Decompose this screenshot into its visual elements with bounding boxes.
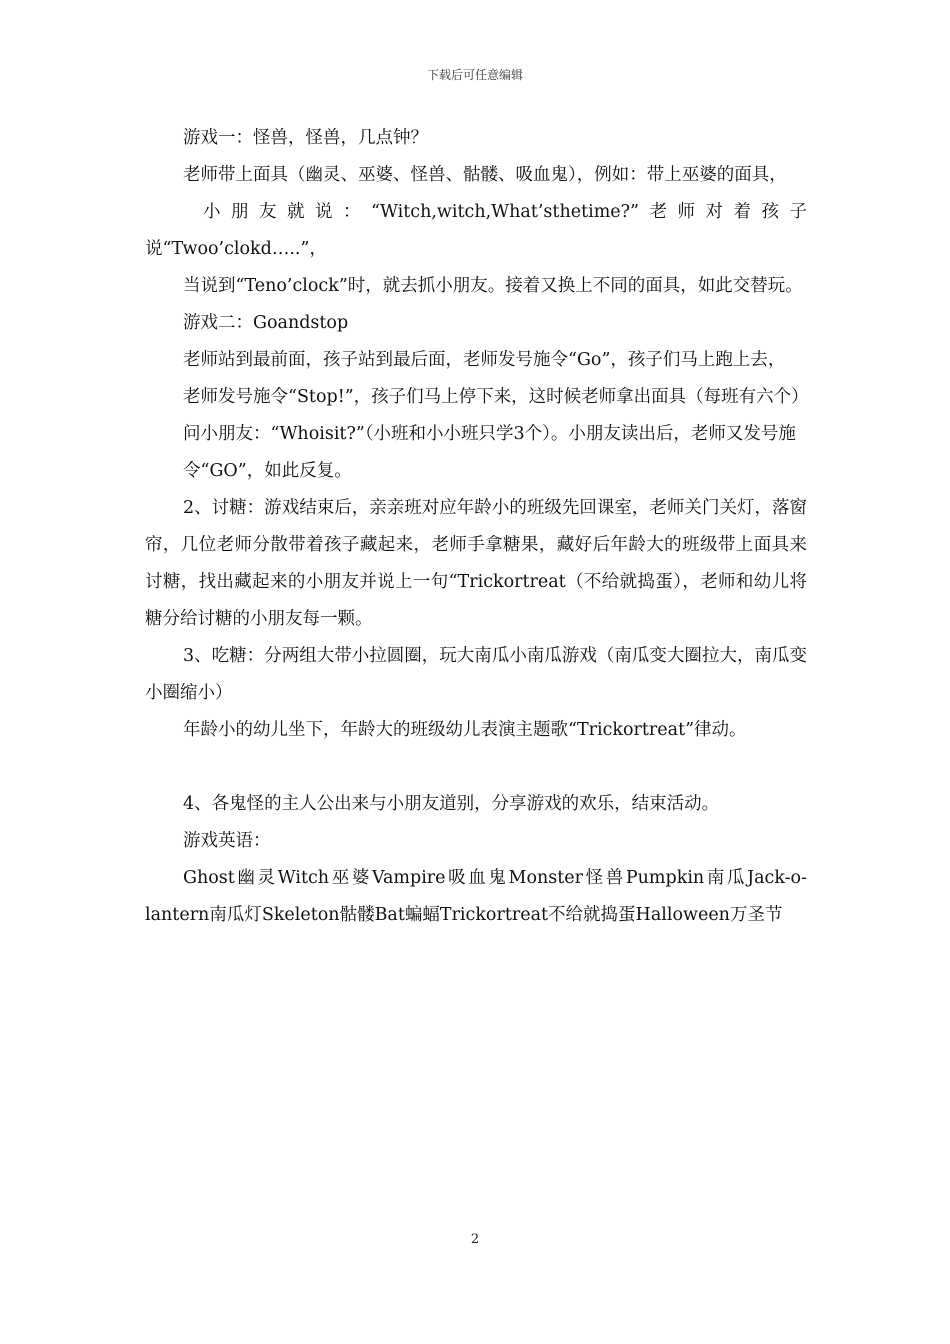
paragraph-who-is-it: 问小朋友：“Whoisit?”（小班和小小班只学3个）。小朋友读出后，老师又发号施 [183, 424, 796, 444]
paragraph-mask-instructions: 老师带上面具（幽灵、巫婆、怪兽、骷髅、吸血鬼），例如：带上巫婆的面具， [183, 165, 787, 185]
document-body [145, 120, 807, 934]
blank-line [145, 749, 807, 786]
paragraph-go-command: 老师站到最前面，孩子站到最后面，老师发号施令“Go”，孩子们马上跑上去， [183, 350, 786, 370]
paragraph-theme-song: 年龄小的幼儿坐下，年龄大的班级幼儿表演主题歌“Trickortreat”律动。 [183, 720, 747, 740]
paragraph-repeat: 令“GO”，如此反复。 [183, 461, 352, 481]
page-number: 2 [470, 1232, 480, 1247]
paragraph-ask-candy: 2、讨糖：游戏结束后，亲亲班对应年龄小的班级先回课室，老师关门关灯，落窗帘，几位老师分散带着孩子藏起来，老师手拿糖果，藏好后年龄大的班级带上面具来讨糖，找出藏起来的小朋友并说上一句“Trickortreat（不给就捣蛋），老师和幼儿将糖分给讨糖的小朋友每一颗。 [145, 498, 807, 629]
vocabulary-list: Ghost幽灵Witch巫婆Vampire吸血鬼Monster怪兽Pumpkin南瓜Jack-o-lantern南瓜灯Skeleton骷髅Bat蝙蝠Trickortreat不给就捣蛋Halloween万圣节 [145, 868, 807, 925]
paragraph-ten-oclock: 当说到“Teno’clock”时，就去抓小朋友。接着又换上不同的面具，如此交替玩。 [183, 276, 803, 296]
game-two-title: 游戏二：Goandstop [183, 313, 349, 333]
paragraph-children-say: 小朋友就说：“Witch,witch,What’sthetime?”老师对着孩子说“Twoo’clokd…..”， [145, 202, 807, 259]
game-one-title: 游戏一：怪兽，怪兽，几点钟？ [183, 128, 428, 148]
paragraph-eat-candy: 3、吃糖：分两组大带小拉圆圈，玩大南瓜小南瓜游戏（南瓜变大圈拉大，南瓜变小圈缩小） [145, 646, 807, 703]
page-header: 下载后可任意编辑 [426, 68, 523, 82]
paragraph-farewell: 4、各鬼怪的主人公出来与小朋友道别，分享游戏的欢乐，结束活动。 [183, 794, 720, 814]
paragraph-stop-command: 老师发号施令“Stop!”，孩子们马上停下来，这时候老师拿出面具（每班有六个） [183, 387, 809, 407]
vocabulary-title: 游戏英语： [183, 831, 271, 851]
